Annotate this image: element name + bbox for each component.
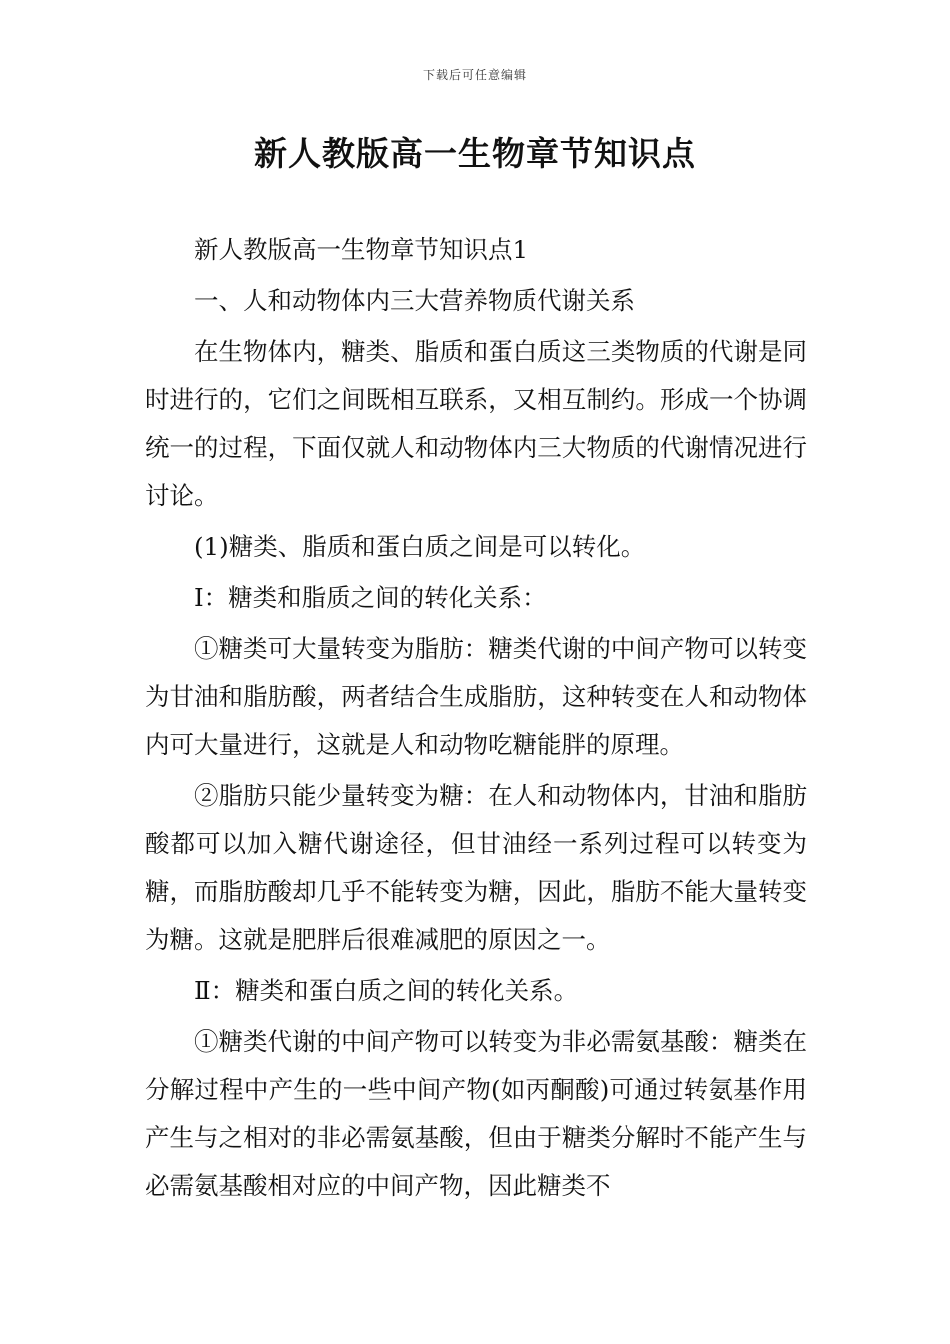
- paragraph: (1)糖类、脂质和蛋白质之间是可以转化。: [194, 532, 646, 561]
- section-heading: 新人教版高一生物章节知识点1: [194, 235, 529, 264]
- paragraph: ①糖类可大量转变为脂肪：糖类代谢的中间产物可以转变为甘油和脂肪酸，两者结合生成脂肪，这种转变在人和动物体内可大量进行，这就是人和动物吃糖能胖的原理。: [145, 634, 807, 759]
- paragraph: Ⅱ：糖类和蛋白质之间的转化关系。: [194, 976, 579, 1005]
- paragraph: ②脂肪只能少量转变为糖：在人和动物体内，甘油和脂肪酸都可以加入糖代谢途径，但甘油经一系列过程可以转变为糖，而脂肪酸却几乎不能转变为糖，因此，脂肪不能大量转变为糖。这就是肥胖后很难减肥的原因之一。: [145, 781, 807, 954]
- header-note: 下载后可任意编辑: [422, 68, 527, 82]
- document-body: [145, 226, 807, 1213]
- document-title: 新人教版高一生物章节知识点: [254, 134, 696, 173]
- paragraph: 在生物体内，糖类、脂质和蛋白质这三类物质的代谢是同时进行的，它们之间既相互联系，又相互制约。形成一个协调统一的过程，下面仅就人和动物体内三大物质的代谢情况进行讨论。: [145, 337, 807, 510]
- paragraph: Ⅰ：糖类和脂质之间的转化关系：: [194, 583, 547, 612]
- paragraph: ①糖类代谢的中间产物可以转变为非必需氨基酸：糖类在分解过程中产生的一些中间产物(如丙酮酸)可通过转氨基作用产生与之相对的非必需氨基酸，但由于糖类分解时不能产生与必需氨基酸相对应的中间产物，因此糖类不: [145, 1027, 807, 1200]
- subsection-heading: 一、人和动物体内三大营养物质代谢关系: [194, 286, 635, 315]
